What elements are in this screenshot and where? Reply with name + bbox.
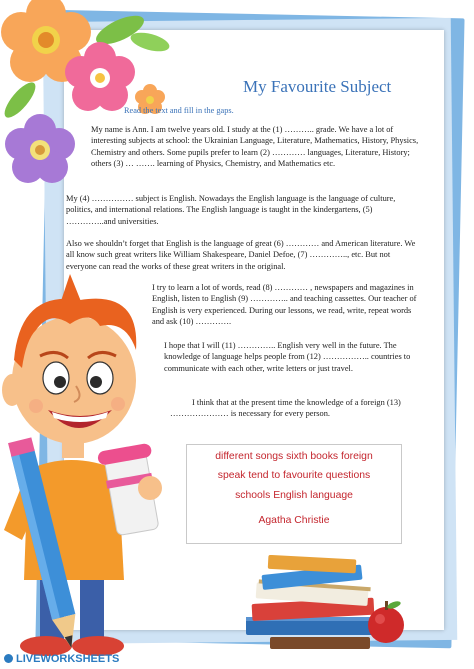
word-bank (186, 444, 402, 544)
paragraph-5: I hope that I will (11) ………….. English very well in the future. The knowledge of language helps people from (12) …………….. countries to communicate with each other, write letters or just travel. (164, 341, 411, 373)
word-bank-row-4: Agatha Christie (258, 515, 330, 526)
watermark-logo-icon (4, 654, 13, 663)
books-and-apple-icon (240, 555, 410, 655)
paragraph-3: Also we shouldn’t forget that English is the language of great (6) ………… and American literature. We all know such great writers like William Shakespeare, Daniel Defoe, (7) ………….., etc. But not everyone can read the works of these great writers in the original. (66, 239, 416, 271)
paragraph-4: I try to learn a lot of words, read (8) ………… , newspapers and magazines in English, listen to English (9) ………….. and teaching cassettes. Our teacher of English is very experienced. During our lessons, we read, write, repeat words and ask (10) …………. (152, 283, 417, 326)
paragraph-6: I think that at the present time the knowledge of a foreign (13) ………………… is necessary for every person. (170, 398, 401, 419)
liveworksheets-watermark (4, 653, 119, 665)
instruction-text: Read the text and fill in the gaps. (124, 106, 234, 115)
flower-decoration-icon (0, 0, 190, 200)
boy-with-pencil-illustration-icon (0, 200, 200, 669)
word-bank-row-3: schools English language (235, 490, 353, 501)
paragraph-1: My name is Ann. I am twelve years old. I study at the (1) ……….. grade. We have a lot of interesting subjects at school: the Ukrainian Language, Literature, Mathematics, History, Physics, Chemistry and others. Some pupils prefer to learn (2) ………… languages, Literature, History; others (3) … ……. learning of Physics, Chemistry, and Mathematics etc. (91, 125, 419, 168)
word-bank-row-2: speak tend to favourite questions (217, 470, 371, 481)
paragraph-2: My (4) …………… subject is English. Nowadays the English language is the language of culture, politics, and international relations. The English language is taught in the kindergartens, (5) …………..and universities. (66, 194, 396, 226)
watermark-text: LIVEWORKSHEETS (16, 653, 120, 665)
word-bank-row-1: different songs sixth books foreign (215, 451, 373, 462)
page-title: My Favourite Subject (243, 77, 392, 96)
